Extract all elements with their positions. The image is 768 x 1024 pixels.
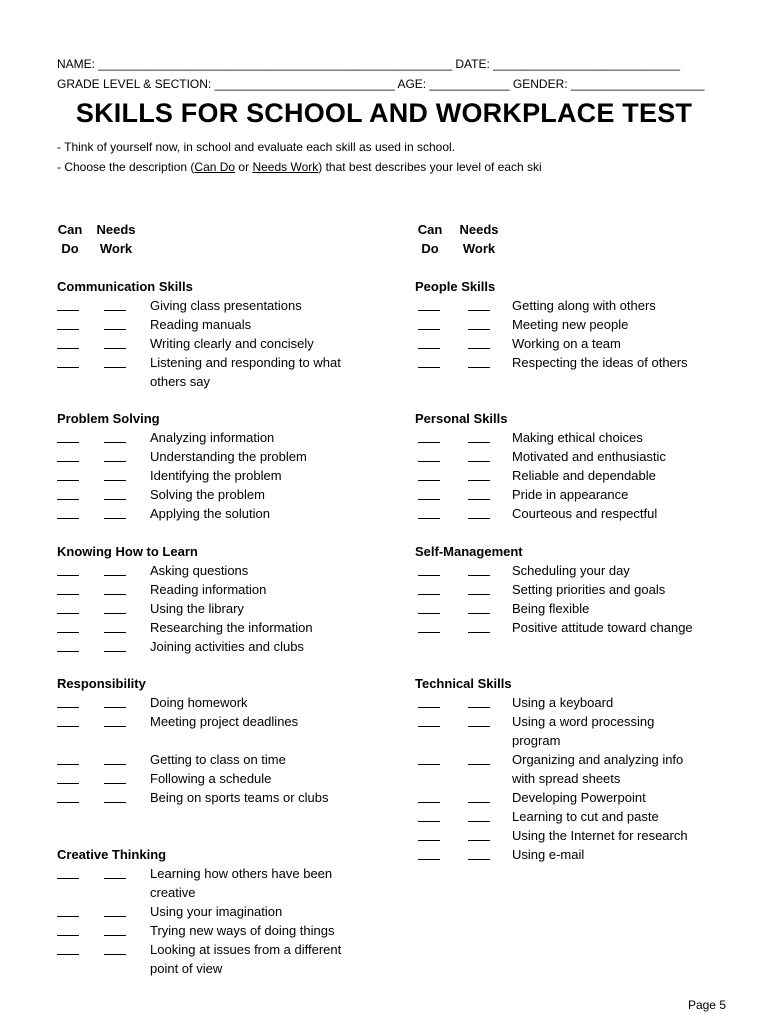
left-work-label: Work <box>99 241 133 256</box>
skill-label <box>512 845 711 864</box>
skill-label <box>150 599 357 618</box>
skill-label <box>150 353 357 391</box>
skill-label <box>150 750 357 769</box>
skill-label <box>150 428 357 447</box>
section-title-self-management: Self-Management <box>415 544 523 559</box>
checklist-row <box>415 447 711 466</box>
skill-label <box>150 864 357 902</box>
can-do-blank[interactable] <box>418 845 440 860</box>
needs-work-blank[interactable] <box>468 428 490 443</box>
skill-label-line: Getting to class on time <box>150 752 286 767</box>
checklist-row <box>415 296 711 315</box>
checklist-row <box>57 296 357 315</box>
section-technical-skills <box>415 674 711 864</box>
needs-work-blank[interactable] <box>468 466 490 481</box>
skill-label-line: Following a schedule <box>150 771 272 786</box>
checklist-row <box>57 693 357 712</box>
skill-label-line: Reliable and dependable <box>512 468 656 483</box>
checklist-row <box>57 485 357 504</box>
needs-work-blank[interactable] <box>104 750 126 765</box>
checklist-row <box>57 618 357 637</box>
skill-label-line: Identifying the problem <box>150 468 282 483</box>
can-do-blank[interactable] <box>418 428 440 443</box>
skill-label-line: Using a word processing <box>512 714 655 729</box>
skill-label-line: Reading manuals <box>150 317 252 332</box>
skill-label <box>150 788 357 807</box>
skill-label <box>512 750 711 788</box>
can-do-blank[interactable] <box>57 637 79 652</box>
section-people-skills <box>415 277 711 372</box>
right-needs-label: Needs <box>459 222 499 237</box>
can-do-blank[interactable] <box>418 580 440 595</box>
name-date-line[interactable]: NAME: _____________________________________________________ DATE: ____________________________ <box>57 57 681 71</box>
needs-work-blank[interactable] <box>104 637 126 652</box>
skill-label-line: Learning how others have been <box>150 866 333 881</box>
can-do-blank[interactable] <box>57 580 79 595</box>
needs-work-blank[interactable] <box>468 618 490 633</box>
skill-label-line: Setting priorities and goals <box>512 582 666 597</box>
needs-work-blank[interactable] <box>468 845 490 860</box>
needs-work-blank[interactable] <box>104 599 126 614</box>
can-do-blank[interactable] <box>418 750 440 765</box>
checklist-row <box>57 580 357 599</box>
checklist-row <box>57 902 357 921</box>
checklist-row <box>415 561 711 580</box>
checklist-row <box>415 807 711 826</box>
skill-label-line: Analyzing information <box>150 430 275 445</box>
checklist-row <box>57 353 357 391</box>
section-title-people-skills: People Skills <box>415 279 496 294</box>
can-do-blank[interactable] <box>57 712 79 727</box>
needs-work-blank[interactable] <box>104 353 126 368</box>
needs-work-blank[interactable] <box>468 580 490 595</box>
needs-work-blank[interactable] <box>104 580 126 595</box>
skill-label-line: Using the Internet for research <box>512 828 688 843</box>
skill-label-line: Pride in appearance <box>512 487 629 502</box>
can-do-blank[interactable] <box>57 693 79 708</box>
skill-label <box>150 315 357 334</box>
skill-label-line: Applying the solution <box>150 506 270 521</box>
skill-label-line: Using the library <box>150 601 244 616</box>
can-do-blank[interactable] <box>57 902 79 917</box>
instruction-2-post: ) that best describes your level of each ski <box>318 160 542 174</box>
checklist-row <box>415 826 711 845</box>
checklist-row <box>57 466 357 485</box>
needs-work-blank[interactable] <box>468 826 490 841</box>
can-do-blank[interactable] <box>418 504 440 519</box>
section-title-creative-thinking: Creative Thinking <box>57 847 167 862</box>
needs-work-blank[interactable] <box>468 693 490 708</box>
section-title-knowing-how-to-learn: Knowing How to Learn <box>57 544 198 559</box>
needs-work-blank[interactable] <box>104 902 126 917</box>
skill-label-line: Working on a team <box>512 336 621 351</box>
checklist-row <box>57 712 357 731</box>
skill-label-line: Using your imagination <box>150 904 283 919</box>
skill-label-line: Doing homework <box>150 695 248 710</box>
skill-label-line: Courteous and respectful <box>512 506 658 521</box>
section-self-management <box>415 542 711 637</box>
skill-label <box>512 428 711 447</box>
can-do-blank[interactable] <box>57 921 79 936</box>
checklist-row <box>415 504 711 523</box>
can-do-blank[interactable] <box>57 769 79 784</box>
skill-label <box>150 921 357 940</box>
can-do-blank[interactable] <box>418 447 440 462</box>
can-do-blank[interactable] <box>57 466 79 481</box>
can-do-blank[interactable] <box>418 693 440 708</box>
can-do-blank[interactable] <box>57 788 79 803</box>
skill-label-line: creative <box>150 885 196 900</box>
section-title-problem-solving: Problem Solving <box>57 411 160 426</box>
left-do-label: Do <box>61 241 79 256</box>
skill-label-line: Writing clearly and concisely <box>150 336 314 351</box>
checklist-row <box>57 750 357 769</box>
skill-label <box>150 447 357 466</box>
can-do-blank[interactable] <box>418 334 440 349</box>
skill-label <box>512 807 711 826</box>
skill-label-line: Trying new ways of doing things <box>150 923 335 938</box>
skill-label <box>512 466 711 485</box>
page-title: SKILLS FOR SCHOOL AND WORKPLACE TEST <box>75 98 693 128</box>
needs-work-blank[interactable] <box>468 599 490 614</box>
checklist-row <box>415 599 711 618</box>
skill-label-line: Being flexible <box>512 601 590 616</box>
skill-label <box>512 561 711 580</box>
checklist-row <box>415 485 711 504</box>
section-responsibility <box>57 674 357 807</box>
needs-work-blank[interactable] <box>104 561 126 576</box>
checklist-row <box>415 315 711 334</box>
can-do-blank[interactable] <box>418 561 440 576</box>
can-do-blank[interactable] <box>57 353 79 368</box>
right-needs-work-header <box>457 220 501 258</box>
left-can-do-header <box>55 220 85 258</box>
checklist-row <box>57 315 357 334</box>
section-title-communication-skills: Communication Skills <box>57 279 193 294</box>
needs-work-blank[interactable] <box>468 334 490 349</box>
skill-label-line: Solving the problem <box>150 487 265 502</box>
skill-label-line: Understanding the problem <box>150 449 307 464</box>
page-number: Page 5 <box>687 998 726 1012</box>
checklist-row <box>57 504 357 523</box>
checklist-row <box>57 447 357 466</box>
needs-work-blank[interactable] <box>104 428 126 443</box>
can-do-blank[interactable] <box>57 296 79 311</box>
skill-label-line: Motivated and enthusiastic <box>512 449 666 464</box>
left-needs-label: Needs <box>96 222 136 237</box>
checklist-row <box>415 712 711 750</box>
checklist-row <box>57 428 357 447</box>
section-title-technical-skills: Technical Skills <box>415 676 512 691</box>
skill-label-line: Making ethical choices <box>512 430 643 445</box>
needs-work-blank[interactable] <box>104 315 126 330</box>
skill-label-line: with spread sheets <box>512 771 621 786</box>
checklist-row <box>415 618 711 637</box>
can-do-blank[interactable] <box>418 485 440 500</box>
skill-label-line: Organizing and analyzing info <box>512 752 684 767</box>
left-can-label: Can <box>57 222 83 237</box>
skill-label-line: Meeting project deadlines <box>150 714 299 729</box>
skill-label <box>150 504 357 523</box>
skill-label-line: point of view <box>150 961 223 976</box>
skill-label-line: Meeting new people <box>512 317 629 332</box>
instruction-2-or: or <box>235 160 253 174</box>
can-do-blank[interactable] <box>418 618 440 633</box>
skill-label <box>150 580 357 599</box>
skill-label <box>512 485 711 504</box>
needs-work-blank[interactable] <box>468 315 490 330</box>
can-do-blank[interactable] <box>418 807 440 822</box>
needs-work-blank[interactable] <box>468 504 490 519</box>
can-do-blank[interactable] <box>57 750 79 765</box>
section-problem-solving <box>57 409 357 523</box>
skill-label-line: others say <box>150 374 210 389</box>
can-do-blank[interactable] <box>418 466 440 481</box>
skill-label-line: Using e-mail <box>512 847 585 862</box>
skill-label <box>512 618 711 637</box>
checklist-row <box>57 769 357 788</box>
needs-work-blank[interactable] <box>468 296 490 311</box>
skill-label-line: Reading information <box>150 582 267 597</box>
skill-label-line: Researching the information <box>150 620 313 635</box>
section-communication-skills <box>57 277 357 391</box>
checklist-row <box>415 693 711 712</box>
skill-label <box>512 693 711 712</box>
skill-label <box>512 447 711 466</box>
can-do-blank[interactable] <box>418 315 440 330</box>
needs-work-blank[interactable] <box>468 807 490 822</box>
can-do-blank[interactable] <box>57 599 79 614</box>
can-do-blank[interactable] <box>57 315 79 330</box>
checklist-row <box>57 637 357 656</box>
can-do-blank[interactable] <box>57 447 79 462</box>
right-can-do-header <box>415 220 445 258</box>
skill-label-line: Getting along with others <box>512 298 656 313</box>
skill-label-line: Giving class presentations <box>150 298 302 313</box>
checklist-row <box>57 940 357 978</box>
checklist-row <box>415 428 711 447</box>
skill-label-line: Using a keyboard <box>512 695 614 710</box>
skill-label <box>512 353 711 372</box>
needs-work-blank[interactable] <box>104 769 126 784</box>
skill-label-line: program <box>512 733 561 748</box>
left-needs-work-header <box>94 220 138 258</box>
skill-label <box>512 712 711 750</box>
can-do-blank[interactable] <box>57 561 79 576</box>
needs-work-blank[interactable] <box>468 750 490 765</box>
needs-work-blank[interactable] <box>468 788 490 803</box>
needs-work-blank[interactable] <box>468 561 490 576</box>
needs-work-blank[interactable] <box>104 466 126 481</box>
skill-label-line: Looking at issues from a different <box>150 942 342 957</box>
can-do-blank[interactable] <box>57 618 79 633</box>
skill-label <box>512 826 711 845</box>
skill-label <box>150 693 357 712</box>
section-title-responsibility: Responsibility <box>57 676 146 691</box>
can-do-blank[interactable] <box>418 788 440 803</box>
checklist-row <box>415 750 711 788</box>
skill-label <box>512 788 711 807</box>
skill-label-line: Listening and responding to what <box>150 355 341 370</box>
skill-label <box>512 334 711 353</box>
grade-age-gender-line[interactable]: GRADE LEVEL & SECTION: ___________________________ AGE: ____________ GENDER: ____________________ <box>57 77 705 91</box>
skill-label <box>150 334 357 353</box>
right-do-label: Do <box>421 241 439 256</box>
section-knowing-how-to-learn <box>57 542 357 656</box>
needs-work-blank[interactable] <box>104 447 126 462</box>
skill-label <box>512 580 711 599</box>
needs-work-blank[interactable] <box>104 864 126 879</box>
skill-label-line: Developing Powerpoint <box>512 790 646 805</box>
needs-work-blank[interactable] <box>468 447 490 462</box>
skill-label <box>150 296 357 315</box>
needs-work-blank[interactable] <box>104 296 126 311</box>
can-do-blank[interactable] <box>418 712 440 727</box>
needs-work-blank[interactable] <box>104 788 126 803</box>
can-do-blank[interactable] <box>418 599 440 614</box>
skill-label <box>150 485 357 504</box>
can-do-blank[interactable] <box>57 940 79 955</box>
section-personal-skills <box>415 409 711 523</box>
instruction-1: - Think of yourself now, in school and evaluate each skill as used in school. <box>57 140 456 154</box>
skill-label-line: Positive attitude toward change <box>512 620 693 635</box>
needs-work-blank[interactable] <box>104 693 126 708</box>
section-creative-thinking <box>57 845 357 978</box>
skill-label <box>512 296 711 315</box>
skill-label <box>150 618 357 637</box>
checklist-row <box>57 921 357 940</box>
skill-label <box>150 466 357 485</box>
can-do-blank[interactable] <box>57 485 79 500</box>
instruction-2-pre: - Choose the description ( <box>57 160 195 174</box>
needs-work-blank[interactable] <box>104 940 126 955</box>
needs-work-blank[interactable] <box>104 485 126 500</box>
skill-label-line: Learning to cut and paste <box>512 809 659 824</box>
skill-label <box>150 561 357 580</box>
right-can-label: Can <box>417 222 443 237</box>
right-work-label: Work <box>462 241 496 256</box>
can-do-term: Can Do <box>194 160 236 174</box>
checklist-row <box>415 353 711 372</box>
skill-label <box>150 637 357 656</box>
needs-work-blank[interactable] <box>104 618 126 633</box>
skill-label <box>150 712 357 731</box>
checklist-row <box>57 561 357 580</box>
skill-label-line: Scheduling your day <box>512 563 630 578</box>
checklist-row <box>415 580 711 599</box>
can-do-blank[interactable] <box>57 864 79 879</box>
checklist-row <box>415 845 711 864</box>
checklist-row <box>415 788 711 807</box>
needs-work-blank[interactable] <box>104 921 126 936</box>
can-do-blank[interactable] <box>418 353 440 368</box>
skill-label <box>512 315 711 334</box>
skill-label <box>512 504 711 523</box>
instruction-2 <box>57 160 542 174</box>
needs-work-blank[interactable] <box>468 712 490 727</box>
can-do-blank[interactable] <box>57 428 79 443</box>
skill-label <box>150 902 357 921</box>
checklist-row <box>415 334 711 353</box>
can-do-blank[interactable] <box>57 334 79 349</box>
checklist-row <box>57 599 357 618</box>
skill-label-line: Respecting the ideas of others <box>512 355 688 370</box>
can-do-blank[interactable] <box>418 826 440 841</box>
skill-label-line: Joining activities and clubs <box>150 639 304 654</box>
skill-label-line: Asking questions <box>150 563 249 578</box>
needs-work-blank[interactable] <box>104 712 126 727</box>
section-title-personal-skills: Personal Skills <box>415 411 508 426</box>
checklist-row <box>57 788 357 807</box>
skill-label <box>150 769 357 788</box>
checklist-row <box>57 334 357 353</box>
needs-work-blank[interactable] <box>104 504 126 519</box>
skill-label-line: Being on sports teams or clubs <box>150 790 329 805</box>
needs-work-blank[interactable] <box>468 485 490 500</box>
can-do-blank[interactable] <box>418 296 440 311</box>
checklist-row <box>57 864 357 902</box>
can-do-blank[interactable] <box>57 504 79 519</box>
skill-label <box>150 940 357 978</box>
needs-work-term: Needs Work <box>252 160 319 174</box>
checklist-row <box>415 466 711 485</box>
needs-work-blank[interactable] <box>468 353 490 368</box>
skill-label <box>512 599 711 618</box>
needs-work-blank[interactable] <box>104 334 126 349</box>
